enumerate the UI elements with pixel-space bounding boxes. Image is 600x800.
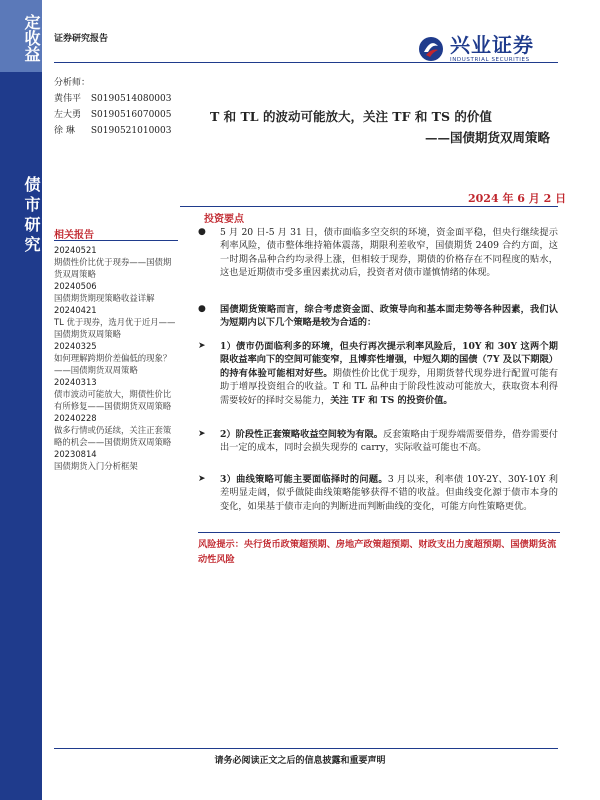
related-report-link[interactable]: 做多行情或仍延续，关注正套策略的机会——国债期货双周策略: [54, 425, 172, 447]
section-label: 债市研究: [22, 176, 41, 256]
related-reports-divider: [54, 240, 178, 241]
strategy-detail: 期债性价比优于现券，用期货替代现券进行配置可能有助于增厚投资组合的收益。T 和 TL 品种由于阶段性波动可能放大，获取资本利得需要较好的择时交易能力，: [220, 367, 559, 406]
related-report-link[interactable]: 国债期货期现策略收益详解: [54, 293, 155, 303]
analyst-row: [54, 107, 171, 123]
bullet-icon: ●: [198, 304, 206, 314]
category-badge-label: 定收益: [22, 14, 41, 62]
highlight-paragraph: [198, 226, 558, 280]
section-divider: [180, 206, 558, 207]
arrow-bullet-icon: ➤: [198, 429, 206, 439]
analyst-code: S0190514080003: [90, 94, 172, 104]
report-title: [210, 106, 550, 148]
arrow-bullet-icon: ➤: [198, 474, 206, 484]
footer-disclaimer: 请务必阅读正文之后的信息披露和重要声明: [214, 756, 386, 766]
paragraph-text: 5 月 20 日-5 月 31 日，债市面临多空交织的环境，资金面平稳，但央行继续提示利率风险，债市整体维持箱体震荡，期限利差收窄，国债期货 2409 合约方面，这一时期各品种合约均录得上涨，但相较于现券，期债的价格存在不同程度的贴水，这也是近期债市受多重因素扰动后，投资者对债市谨慎情绪的体现。: [220, 227, 558, 279]
analyst-name: 徐 琳: [54, 126, 75, 136]
logo-english-name: INDUSTRIAL SECURITIES: [450, 57, 530, 63]
risk-warning: 风险提示：央行货币政策超预期、房地产政策超预期、财政支出力度超预期、国债期货流动性风险: [198, 539, 557, 565]
analyst-code: S0190521010003: [90, 126, 172, 136]
strategy-text: [220, 428, 558, 455]
analyst-code: S0190516070005: [90, 110, 172, 120]
related-report-link[interactable]: 国债期货入门分析框架: [54, 461, 138, 471]
strategy-detail: 3 月以来，利率债 10Y-2Y、30Y-10Y 利差明显走阔，似乎做陡曲线策略能够获得不错的收益。但曲线变化源于债市本身的变化，如果基于债市走向的判断进而判断曲线的变化，可能方向性策略更优。: [220, 474, 558, 512]
related-report-date: 20240421: [54, 305, 97, 315]
strategy-item: [198, 428, 558, 455]
related-report-link[interactable]: 债市波动可能放大，期债性价比有所修复——国债期货双周策略: [54, 389, 172, 411]
analyst-row: [54, 91, 171, 107]
strategy-item: [198, 340, 558, 407]
related-report-date: 20240325: [54, 341, 97, 351]
logo-chinese-name: 兴业证券: [450, 33, 534, 57]
company-logo: [418, 34, 534, 63]
title-main: T 和 TL 的波动可能放大，关注 TF 和 TS 的价值: [210, 109, 492, 124]
related-reports-list: [54, 244, 178, 472]
strategy-emphasis-tail: 关注 TF 和 TS 的投资价值。: [330, 394, 453, 406]
analyst-row: [54, 123, 171, 139]
footer-divider: [54, 748, 558, 749]
investment-highlights-title: 投资要点: [204, 214, 244, 225]
related-report-date: 20230814: [54, 449, 97, 459]
analyst-block: [54, 75, 171, 139]
header-divider: [54, 62, 558, 63]
strategy-emphasis: 3）曲线策略可能主要面临择时的问题。: [220, 474, 388, 485]
analyst-name: 左大勇: [54, 110, 82, 120]
report-date: 2024 年 6 月 2 日: [468, 192, 567, 205]
related-reports-title: 相关报告: [54, 230, 94, 241]
strategy-emphasis: 1）债市仍面临利多的环境，但央行再次提示利率风险后，10Y 和 30Y 这两个期限收益率向下的空间可能变窄，且博弈性增强，中短久期的国债（7Y 及以下期限）的持有体验可能相对好些。: [220, 341, 558, 379]
analyst-name: 黄伟平: [54, 94, 82, 104]
analyst-label: 分析师：: [54, 78, 91, 88]
report-type: 证券研究报告: [54, 34, 109, 44]
paragraph-text: 国债期货策略而言，综合考虑资金面、政策导向和基本面走势等各种因素，我们认为短期内以下几个策略是较为合适的：: [220, 304, 558, 329]
related-report-link[interactable]: 如何理解跨期价差偏低的现象？——国债期货双周策略: [54, 353, 172, 375]
related-report-link[interactable]: 期债性价比优于现券——国债期货双周策略: [54, 257, 172, 279]
left-sidebar: [0, 0, 42, 800]
related-report-date: 20240313: [54, 377, 97, 387]
strategy-emphasis: 2）阶段性正套策略收益空间较为有限。: [220, 429, 384, 440]
risk-divider: [198, 532, 560, 533]
strategy-detail: 反套策略由于现券端需要借券，借券需要付出一定的成本，同时会损失现券的 carry，实际收益可能也不高。: [220, 429, 558, 454]
strategy-text: [220, 473, 558, 513]
title-sub: ——国债期货双周策略: [424, 130, 550, 145]
logo-emblem-icon: [418, 36, 444, 62]
related-report-date: 20240521: [54, 245, 97, 255]
strategy-text: [220, 340, 558, 407]
related-report-link[interactable]: TL 优于现券，选月优于近月——国债期货双周策略: [54, 317, 176, 339]
arrow-bullet-icon: ➤: [198, 341, 206, 351]
related-report-date: 20240506: [54, 281, 97, 291]
related-report-date: 20240228: [54, 413, 97, 423]
highlight-paragraph: [198, 303, 558, 330]
strategy-item: [198, 473, 558, 513]
bullet-icon: ●: [198, 227, 206, 237]
